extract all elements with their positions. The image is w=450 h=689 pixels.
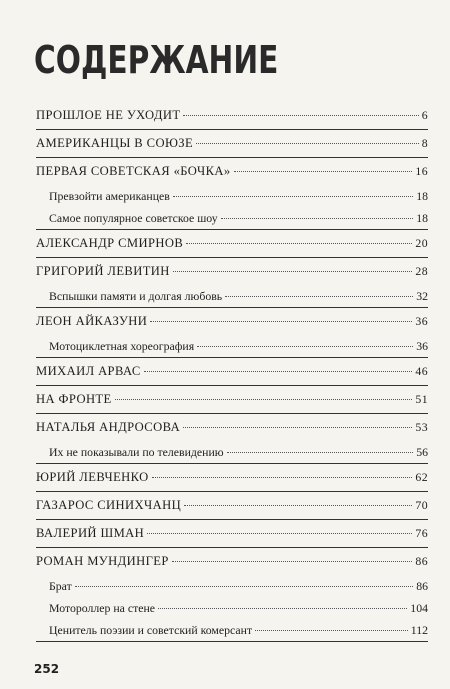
toc-section [36,130,428,158]
toc-entry-title: АЛЕКСАНДР СМИРНОВ [36,236,184,250]
toc-entry-title: Вспышки памяти и долгая любовь [49,289,223,303]
dot-leader [173,271,413,272]
toc-entry-title: ГАЗАРОС СИНИХЧАНЦ [36,498,182,512]
toc-entry[interactable] [36,464,428,491]
toc-entry-title: ПЕРВАЯ СОВЕТСКАЯ «БОЧКА» [36,164,231,178]
toc-entry-page: 36 [415,314,428,328]
toc-entry-title: НА ФРОНТЕ [36,392,112,406]
toc-subentry[interactable] [36,185,428,207]
toc-entry[interactable] [36,548,428,575]
dot-leader [186,243,412,244]
toc-section [36,308,428,358]
toc-entry-page: 18 [416,189,428,203]
toc-entry-page: 86 [415,554,428,568]
dot-leader [234,171,413,172]
dot-leader [255,630,408,631]
dot-leader [173,196,413,197]
dot-leader [75,586,413,587]
toc-entry-title: Мотороллер на стене [49,601,156,615]
toc-entry-title: ПРОШЛОЕ НЕ УХОДИТ [36,108,181,122]
toc-entry-page: 6 [421,108,428,122]
dot-leader [147,533,412,534]
dot-leader [150,321,412,322]
toc-section [36,158,428,230]
toc-section [36,358,428,386]
toc-subentry[interactable] [36,285,428,307]
toc-entry[interactable] [36,102,428,129]
toc-entry[interactable] [36,130,428,157]
toc-entry-page: 86 [416,579,428,593]
toc-subentry[interactable] [36,597,428,619]
toc-entry-title: Превзойти американцев [49,189,170,203]
dot-leader [158,608,407,609]
toc-section [36,464,428,492]
toc-entry-title: НАТАЛЬЯ АНДРОСОВА [36,420,181,434]
toc-entry-title: РОМАН МУНДИНГЕР [36,554,169,568]
toc-entry-title: ЮРИЙ ЛЕВЧЕНКО [36,470,149,484]
dot-leader [144,371,413,372]
toc-entry[interactable] [36,414,428,441]
toc-entry[interactable] [36,358,428,385]
toc-entry-title: Мотоциклетная хореография [49,339,195,353]
toc-entry-title: Самое популярное советское шоу [49,211,218,225]
toc-entry-page: 62 [415,470,428,484]
page-number: 252 [34,662,60,676]
toc-entry[interactable] [36,230,428,257]
dot-leader [183,115,418,116]
toc-entry-page: 56 [416,445,428,459]
toc-entry-page: 36 [416,339,428,353]
toc-entry-title: МИХАИЛ АРВАС [36,364,141,378]
toc-entry[interactable] [36,308,428,335]
dot-leader [196,143,419,144]
toc-entry[interactable] [36,158,428,185]
toc-entry-page: 20 [415,236,428,250]
dot-leader [225,296,413,297]
toc-entry[interactable] [36,386,428,413]
toc-entry[interactable] [36,258,428,285]
toc-entry-title: АМЕРИКАНЦЫ В СОЮЗЕ [36,136,194,150]
toc-entry-page: 18 [416,211,428,225]
dot-leader [152,477,413,478]
toc-section [36,258,428,308]
toc-section [36,520,428,548]
toc-entry[interactable] [36,492,428,519]
dot-leader [184,505,412,506]
toc-entry-page: 8 [421,136,428,150]
toc-entry-page: 112 [410,623,428,637]
toc-entry-page: 104 [410,601,428,615]
toc-entry-page: 46 [415,364,428,378]
toc-entry-page: 70 [415,498,428,512]
toc-subentry[interactable] [36,575,428,597]
toc-entry-title: Их не показывали по телевидению [49,445,224,459]
toc-entry-title: ВАЛЕРИЙ ШМАН [36,526,145,540]
toc-entry-title: Ценитель поэзии и советский комерсант [49,623,253,637]
toc-entry-page: 28 [415,264,428,278]
toc-section [36,414,428,464]
toc-entry-page: 76 [415,526,428,540]
toc-section [36,386,428,414]
toc-entry-title: ЛЕОН АЙКАЗУНИ [36,314,148,328]
toc-entry-page: 53 [415,420,428,434]
table-of-contents [36,102,428,642]
toc-entry-title: Брат [49,579,72,593]
dot-leader [227,452,414,453]
toc-entry-page: 16 [415,164,428,178]
toc-section [36,492,428,520]
toc-subentry[interactable] [36,441,428,463]
dot-leader [172,561,413,562]
toc-section [36,548,428,642]
toc-subentry[interactable] [36,619,428,641]
toc-entry-page: 32 [416,289,428,303]
dot-leader [183,427,412,428]
toc-section [36,102,428,130]
toc-entry-title: ГРИГОРИЙ ЛЕВИТИН [36,264,170,278]
dot-leader [197,346,413,347]
toc-entry-page: 51 [415,392,428,406]
toc-subentry[interactable] [36,207,428,229]
toc-section [36,230,428,258]
toc-subentry[interactable] [36,335,428,357]
dot-leader [115,399,413,400]
toc-entry[interactable] [36,520,428,547]
dot-leader [221,218,414,219]
page-title: СОДЕРЖАНИЕ [34,38,279,82]
